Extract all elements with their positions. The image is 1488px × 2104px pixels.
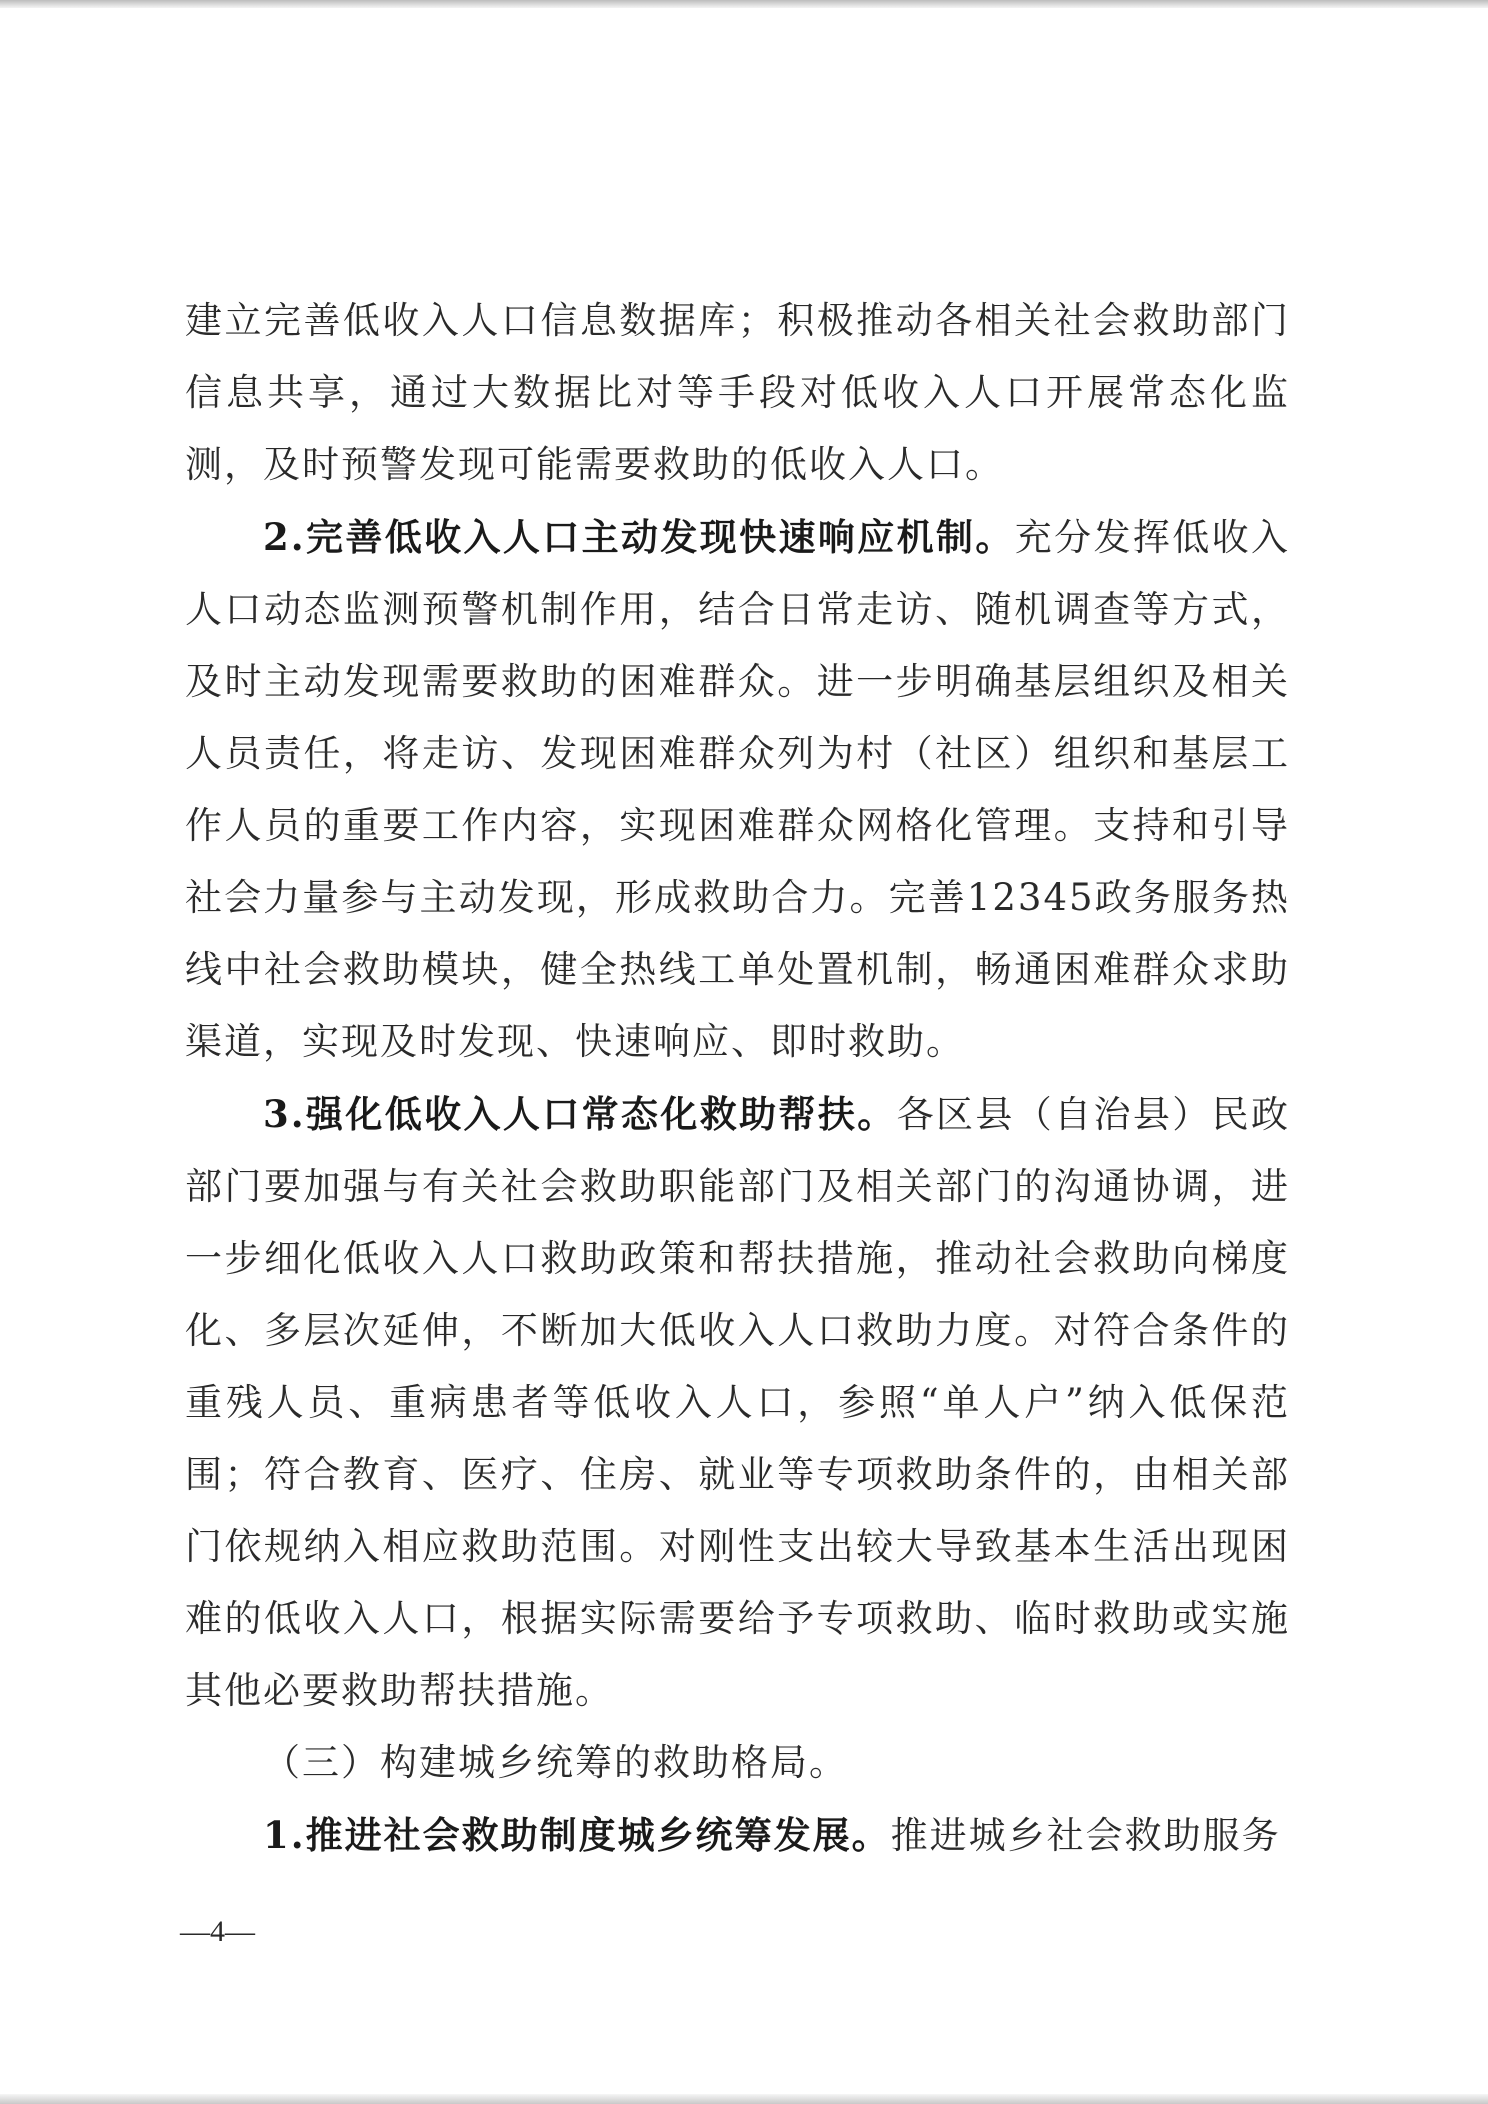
section-heading-text: （三）构建城乡统筹的救助格局。 bbox=[263, 1741, 848, 1784]
paragraph-text: 充分发挥低收入人口动态监测预警机制作用，结合日常走访、随机调查等方式，及时主动发现需要救助的困难群众。进一步明确基层组织及相关人员责任，将走访、发现困难群众列为村（社区）组织和基层工作人员的重要工作内容，实现困难群众网格化管理。支持和引导社会力量参与主动发现，形成救助合力。完善12345政务服务热线中社会救助模块，健全热线工单处置机制，畅通困难群众求助渠道，实现及时发现、快速响应、即时救助。 bbox=[185, 516, 1290, 1063]
paragraph-text: 各区县（自治县）民政部门要加强与有关社会救助职能部门及相关部门的沟通协调，进一步细化低收入人口救助政策和帮扶措施，推动社会救助向梯度化、多层次延伸，不断加大低收入人口救助力度。对符合条件的重残人员、重病患者等低收入人口，参照“单人户”纳入低保范围；符合教育、医疗、住房、就业等专项救助条件的，由相关部门依规纳入相应救助范围。对刚性支出较大导致基本生活出现困难的低收入人口，根据实际需要给予专项救助、临时救助或实施其他必要救助帮扶措施。 bbox=[185, 1093, 1290, 1712]
paragraph-item-1 bbox=[185, 1799, 1290, 1872]
section-heading-3 bbox=[185, 1727, 1290, 1799]
paragraph-continuation bbox=[185, 285, 1290, 501]
scan-bottom-edge bbox=[0, 2094, 1488, 2104]
paragraph-item-2 bbox=[185, 501, 1290, 1078]
paragraph-heading: 1.推进社会救助制度城乡统筹发展。 bbox=[263, 1813, 891, 1857]
page-number: —4— bbox=[180, 1915, 255, 1948]
paragraph-text: 建立完善低收入人口信息数据库；积极推动各相关社会救助部门信息共享，通过大数据比对等手段对低收入人口开展常态化监测，及时预警发现可能需要救助的低收入人口。 bbox=[185, 299, 1290, 486]
scan-top-edge bbox=[0, 0, 1488, 8]
paragraph-heading: 2.完善低收入人口主动发现快速响应机制。 bbox=[263, 515, 1015, 559]
document-body bbox=[185, 285, 1290, 1872]
paragraph-heading: 3.强化低收入人口常态化救助帮扶。 bbox=[263, 1092, 897, 1136]
paragraph-text: 推进城乡社会救助服务 bbox=[890, 1814, 1281, 1857]
paragraph-item-3 bbox=[185, 1078, 1290, 1727]
